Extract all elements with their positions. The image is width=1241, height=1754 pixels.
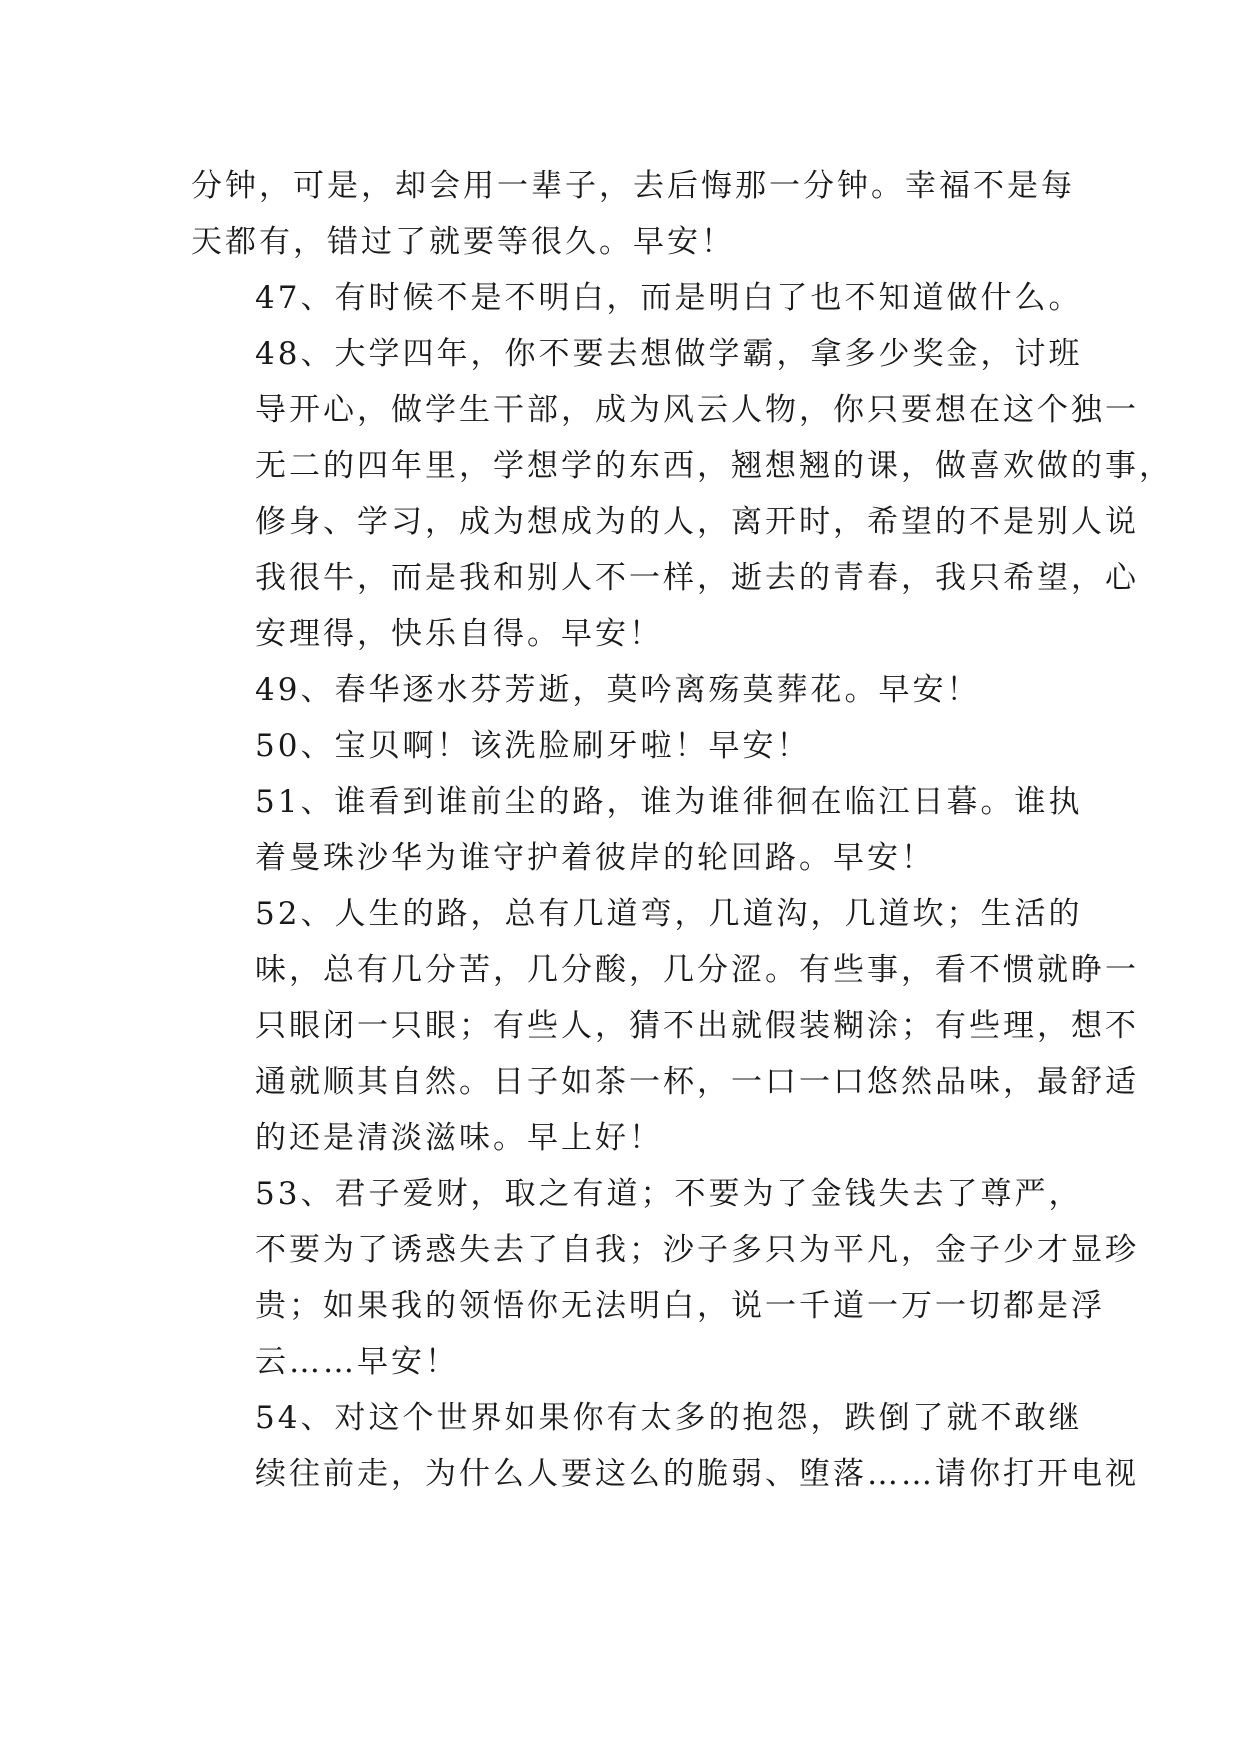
text-line: 贵；如果我的领悟你无法明白，说一千道一万一切都是浮: [255, 1288, 1105, 1324]
text-line: 着曼珠沙华为谁守护着彼岸的轮回路。早安！: [255, 840, 935, 876]
text-line: 49、春华逐水芬芳逝，莫吟离殇莫葬花。早安！: [255, 672, 981, 708]
text-line: 不要为了诱惑失去了自我；沙子多只为平凡，金子少才显珍: [255, 1232, 1139, 1268]
text-line: 52、人生的路，总有几道弯，几道沟，几道坎；生活的: [255, 896, 1083, 932]
text-line: 51、谁看到谁前尘的路，谁为谁徘徊在临江日暮。谁执: [255, 784, 1083, 820]
text-line: 安理得，快乐自得。早安！: [255, 616, 663, 652]
text-line: 无二的四年里，学想学的东西，翘想翘的课，做喜欢做的事，: [255, 448, 1173, 484]
paragraph-49: [191, 662, 1051, 718]
text-line: 54、对这个世界如果你有太多的抱怨，跌倒了就不敢继: [255, 1400, 1083, 1436]
text-line: 云……早安！: [255, 1344, 459, 1380]
paragraph-51: [191, 774, 1083, 886]
paragraph-53: [191, 1166, 1139, 1390]
text-line: 48、大学四年，你不要去想做学霸，拿多少奖金，讨班: [255, 336, 1083, 372]
text-line: 通就顺其自然。日子如茶一杯，一口一口悠然品味，最舒适: [255, 1064, 1139, 1100]
paragraph-continued: [191, 158, 1075, 270]
paragraph-54: [191, 1390, 1139, 1502]
paragraph-48: [191, 326, 1173, 662]
paragraph-50: [191, 718, 1051, 774]
document-body: [191, 158, 1173, 1502]
text-line: 分钟，可是，却会用一辈子，去后悔那一分钟。幸福不是每: [191, 168, 1075, 204]
text-line: 续往前走，为什么人要这么的脆弱、堕落……请你打开电视: [255, 1456, 1139, 1492]
text-line: 只眼闭一只眼；有些人，猜不出就假装糊涂；有些理，想不: [255, 1008, 1139, 1044]
paragraph-52: [191, 886, 1139, 1166]
text-line: 我很牛，而是我和别人不一样，逝去的青春，我只希望，心: [255, 560, 1139, 596]
text-line: 天都有，错过了就要等很久。早安！: [191, 224, 735, 260]
paragraph-47: [191, 270, 1083, 326]
text-line: 味，总有几分苦，几分酸，几分涩。有些事，看不惯就睁一: [255, 952, 1139, 988]
text-line: 47、有时候不是不明白，而是明白了也不知道做什么。: [255, 280, 1083, 316]
text-line: 53、君子爱财，取之有道；不要为了金钱失去了尊严，: [255, 1176, 1083, 1212]
text-line: 50、宝贝啊！该洗脸刷牙啦！早安！: [255, 728, 811, 764]
text-line: 修身、学习，成为想成为的人，离开时，希望的不是别人说: [255, 504, 1139, 540]
text-line: 的还是清淡滋味。早上好！: [255, 1120, 663, 1156]
text-line: 导开心，做学生干部，成为风云人物，你只要想在这个独一: [255, 392, 1139, 428]
